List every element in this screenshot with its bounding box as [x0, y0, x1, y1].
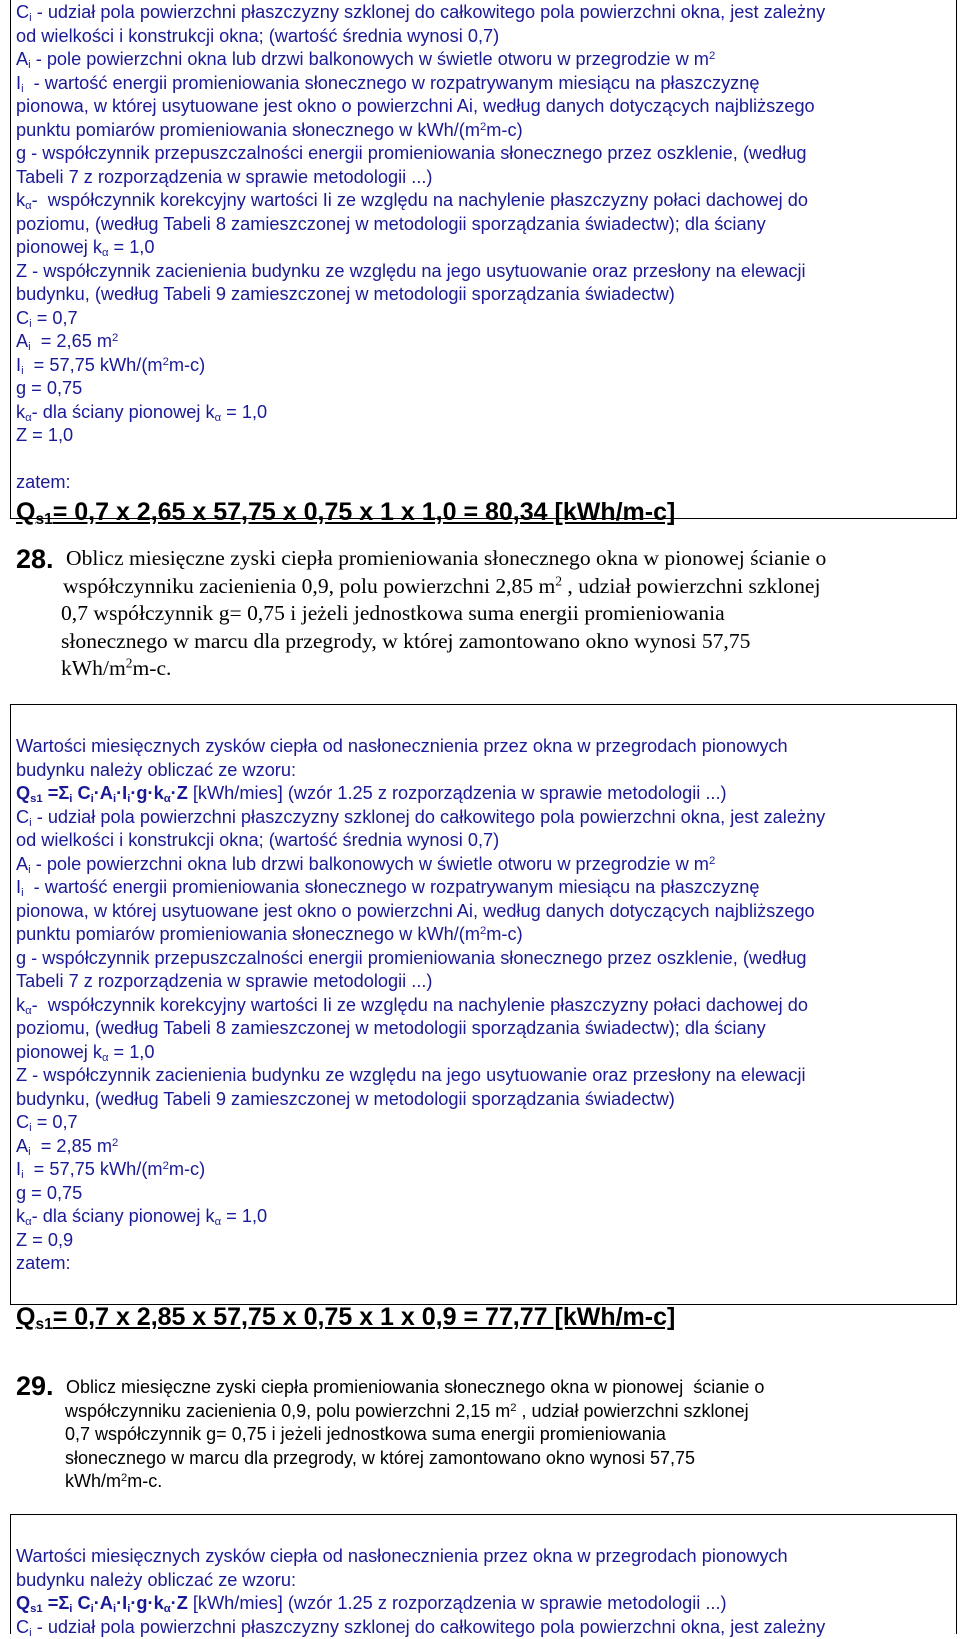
- result-formula: $Q_{s1}= 0,7$ x 2,85 x 57,75 x 0,75 x 1 x 0,9 = 77,77 [kWh/m-c]: [16, 1302, 956, 1332]
- text-line: kWh/$m^2m-c$.: [65, 1470, 162, 1494]
- text-line: Wartości miesięcznych zysków ciepła od nasłonecznienia przez okna w przegrodach pionowych: [16, 735, 956, 759]
- text-line: $A_i$ - pole powierzchni okna lub drzwi balkonowych w świetle otworu w przegrodzie w $m^2$: [16, 853, 956, 877]
- text-line: współczynniku zacienienia 0,9, polu powierzchni 2,85 $m^2$ , udział powierzchni szklonej: [63, 572, 820, 600]
- solution-box-27: [10, 0, 957, 519]
- text-line: pionowej $k_\alpha = 1,0$: [16, 236, 956, 260]
- text-line: $Q_{s1} =\Sigma_i$ $C_i\cdot A_i\cdot I_i\cdot g\cdot k_\alpha\cdot Z$ [kWh/mies] (wzór 1.25 z rozporządzenia w sprawie metodologii ...): [16, 1592, 956, 1616]
- solution-box-28: [10, 704, 957, 1305]
- text-line: $I_i$ - wartość energii promieniowania słonecznego w rozpatrywanym miesiącu na płaszczyznę: [16, 72, 956, 96]
- solution-text: [16, 1545, 956, 1639]
- text-line: pionowej $k_\alpha = 1,0$: [16, 1041, 956, 1065]
- text-line: Z - współczynnik zacienienia budynku ze względu na jego usytuowanie oraz przesłony na elewacji: [16, 1064, 956, 1088]
- text-line: współczynniku zacienienia 0,9, polu powierzchni 2,15 $m^2$ , udział powierzchni szklonej: [65, 1400, 749, 1424]
- text-line: $A_i = 2,65$ $m^2$: [16, 330, 956, 354]
- text-line: $I_i = 57,75$ kWh/$(m^2m-c)$: [16, 1158, 956, 1182]
- text-line: Tabeli 7 z rozporządzenia w sprawie metodologii ...): [16, 970, 956, 994]
- text-line: 0,7 współczynnik g= 0,75 i jeżeli jednostkowa suma energii promieniowania: [65, 1423, 666, 1447]
- text-line: g - współczynnik przepuszczalności energii promieniowania słonecznego przez oszklenie, (według: [16, 142, 956, 166]
- task-number: 28.: [16, 544, 54, 574]
- text-line: $C_i$ - udział pola powierzchni płaszczyzny szklonej do całkowitego pola powierzchni okna, jest zależny: [16, 806, 956, 830]
- text-line: $k_\alpha-$ dla ściany pionowej $k_\alpha = 1,0$: [16, 401, 956, 425]
- text-line: $k_\alpha-$ współczynnik korekcyjny wartości Ii ze względu na nachylenie płaszczyzny połaci dachowej do: [16, 189, 956, 213]
- text-line: Z - współczynnik zacienienia budynku ze względu na jego usytuowanie oraz przesłony na elewacji: [16, 260, 956, 284]
- task-29: [16, 1371, 946, 1496]
- text-line: $k_\alpha-$ współczynnik korekcyjny wartości Ii ze względu na nachylenie płaszczyzny połaci dachowej do: [16, 994, 956, 1018]
- text-line: $I_i = 57,75$ kWh/$(m^2m-c)$: [16, 354, 956, 378]
- result-formula: $Q_{s1}= 0,7$ x 2,65 x 57,75 x 0,75 x 1 x 1,0 = 80,34 [kWh/m-c]: [16, 497, 956, 527]
- text-line: poziomu, (według Tabeli 8 zamieszczonej w metodologii sporządzania świadectw); dla ściany: [16, 1017, 956, 1041]
- text-line: kWh/$m^2m-c$.: [61, 654, 171, 682]
- text-line: Oblicz miesięczne zyski ciepła promieniowania słonecznego okna w pionowej ścianie o: [66, 544, 826, 572]
- solution-text: [16, 735, 956, 1276]
- text-line: $A_i = 2,85$ $m^2$: [16, 1135, 956, 1159]
- text-line: od wielkości i konstrukcji okna; (wartość średnia wynosi 0,7): [16, 25, 956, 49]
- text-line: pionowa, w której usytuowane jest okno o powierzchni Ai, według danych dotyczących najbliższego: [16, 95, 956, 119]
- text-line: $C_i$ - udział pola powierzchni płaszczyzny szklonej do całkowitego pola powierzchni okna, jest zależny: [16, 1, 956, 25]
- solution-text: [16, 1, 956, 495]
- text-line: Wartości miesięcznych zysków ciepła od nasłonecznienia przez okna w przegrodach pionowych: [16, 1545, 956, 1569]
- text-line: poziomu, (według Tabeli 8 zamieszczonej w metodologii sporządzania świadectw); dla ściany: [16, 213, 956, 237]
- text-line: $Q_{s1} =\Sigma_i$ $C_i\cdot A_i\cdot I_i\cdot g\cdot k_\alpha\cdot Z$ [kWh/mies] (wzór 1.25 z rozporządzenia w sprawie metodologii ...): [16, 782, 956, 806]
- text-line: budynku, (według Tabeli 9 zamieszczonej w metodologii sporządzania świadectw): [16, 1088, 956, 1112]
- text-line: 0,7 współczynnik g= 0,75 i jeżeli jednostkowa suma energii promieniowania: [61, 599, 725, 627]
- text-line: g - współczynnik przepuszczalności energii promieniowania słonecznego przez oszklenie, (według: [16, 947, 956, 971]
- text-line: punktu pomiarów promieniowania słonecznego w kWh/$(m^2m-c)$: [16, 119, 956, 143]
- text-line: $A_i$ - pole powierzchni okna lub drzwi balkonowych w świetle otworu w przegrodzie w $m^2$: [16, 48, 956, 72]
- text-line: od wielkości i konstrukcji okna; (wartość średnia wynosi 0,7): [16, 829, 956, 853]
- text-line: $C_i$ - udział pola powierzchni płaszczyzny szklonej do całkowitego pola powierzchni okna, jest zależny: [16, 1616, 956, 1639]
- text-line: zatem:: [16, 471, 956, 495]
- text-line: [16, 448, 956, 472]
- text-line: $I_i$ - wartość energii promieniowania słonecznego w rozpatrywanym miesiącu na płaszczyznę: [16, 876, 956, 900]
- solution-box-29: [10, 1514, 957, 1634]
- text-line: Z = 1,0: [16, 424, 956, 448]
- text-line: punktu pomiarów promieniowania słonecznego w kWh/$(m^2m-c)$: [16, 923, 956, 947]
- text-line: g = 0,75: [16, 1182, 956, 1206]
- text-line: budynku należy obliczać ze wzoru:: [16, 1569, 956, 1593]
- text-line: pionowa, w której usytuowane jest okno o powierzchni Ai, według danych dotyczących najbliższego: [16, 900, 956, 924]
- text-line: g = 0,75: [16, 377, 956, 401]
- text-line: budynku, (według Tabeli 9 zamieszczonej w metodologii sporządzania świadectw): [16, 283, 956, 307]
- task-28: [16, 544, 946, 689]
- text-line: słonecznego w marcu dla przegrody, w której zamontowano okno wynosi 57,75: [61, 627, 750, 655]
- text-line: Oblicz miesięczne zyski ciepła promieniowania słonecznego okna w pionowej ścianie o: [66, 1376, 764, 1400]
- text-line: Tabeli 7 z rozporządzenia w sprawie metodologii ...): [16, 166, 956, 190]
- text-line: Z = 0,9: [16, 1229, 956, 1253]
- text-line: $C_i = 0,7$: [16, 307, 956, 331]
- text-line: zatem:: [16, 1252, 956, 1276]
- text-line: słonecznego w marcu dla przegrody, w której zamontowano okno wynosi 57,75: [65, 1447, 695, 1471]
- text-line: $C_i = 0,7$: [16, 1111, 956, 1135]
- text-line: budynku należy obliczać ze wzoru:: [16, 759, 956, 783]
- task-number: 29.: [16, 1371, 54, 1401]
- text-line: $k_\alpha-$ dla ściany pionowej $k_\alpha = 1,0$: [16, 1205, 956, 1229]
